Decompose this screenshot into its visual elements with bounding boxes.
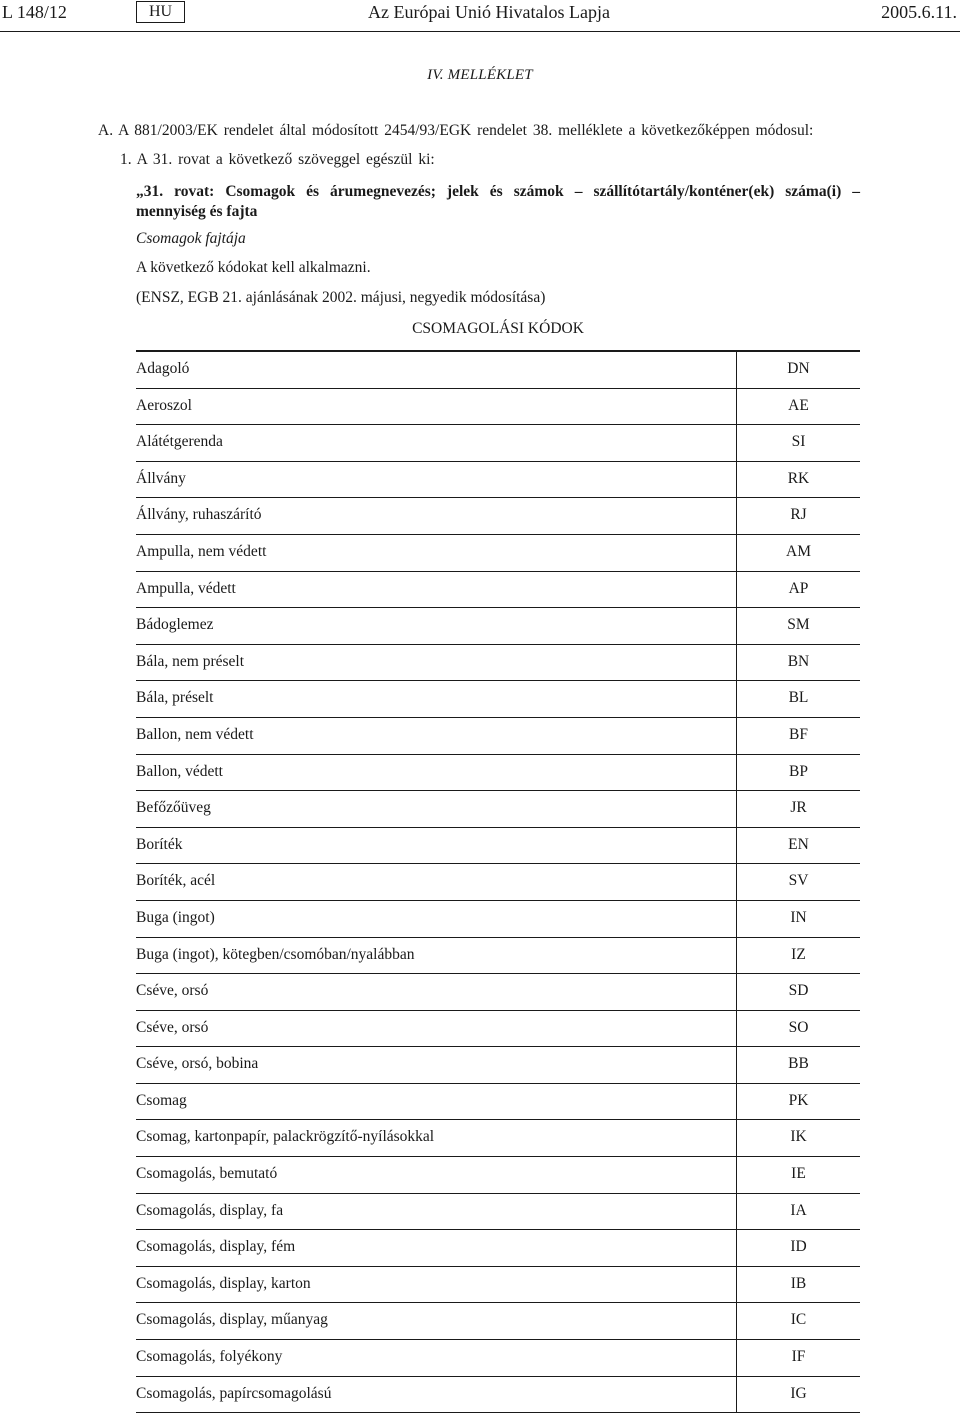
package-type-name: Csomagolás, bemutató — [136, 1165, 278, 1183]
table-row — [136, 827, 860, 864]
table-row — [136, 1119, 860, 1156]
table-row — [136, 1339, 860, 1376]
package-type-name: Adagoló — [136, 360, 190, 377]
package-type-name: Csomag, kartonpapír, palackrögzítő-nyílásokkal — [136, 1128, 435, 1146]
package-code: BL — [788, 689, 809, 707]
amendment-paragraph-a: A. A 881/2003/EK rendelet által módosított 2454/93/EGK rendelet 38. melléklete a következőképpen módosul: — [98, 122, 814, 139]
package-type-name: Állvány, ruhaszárító — [136, 506, 262, 524]
package-code: IG — [790, 1384, 807, 1402]
package-type-name: Csomagolás, display, műanyag — [136, 1311, 328, 1329]
package-code: AE — [788, 396, 809, 414]
package-type-name: Csomagolás, display, fém — [136, 1238, 296, 1256]
packages-subheading: Csomagok fajtája — [136, 230, 246, 247]
package-code: BN — [787, 652, 810, 670]
package-codes-table — [136, 350, 860, 1413]
table-row — [136, 1266, 860, 1303]
table-row — [136, 900, 860, 937]
package-code: JR — [790, 799, 807, 817]
table-row — [136, 1229, 860, 1266]
package-type-name: Ampulla, nem védett — [136, 542, 267, 560]
package-type-name: Ballon, védett — [136, 762, 223, 780]
package-type-name: Ballon, nem védett — [136, 725, 254, 743]
table-row — [136, 461, 860, 498]
table-row — [136, 754, 860, 791]
page-header — [0, 0, 960, 30]
table-row — [136, 680, 860, 717]
package-type-name: Csomagolás, folyékony — [136, 1348, 283, 1366]
table-row — [136, 571, 860, 608]
table-row — [136, 497, 860, 534]
table-row — [136, 644, 860, 681]
header-rule — [0, 31, 960, 32]
package-code: AM — [786, 542, 811, 560]
package-type-name: Aeroszol — [136, 396, 192, 414]
table-row — [136, 1083, 860, 1120]
package-type-name: Boríték, acél — [136, 872, 216, 890]
table-row — [136, 937, 860, 974]
package-code: IF — [791, 1348, 806, 1366]
package-type-name: Buga (ingot) — [136, 908, 215, 926]
package-type-name: Alátétgerenda — [136, 433, 223, 451]
package-code: SI — [791, 433, 806, 451]
table-row — [136, 534, 860, 571]
table-row — [136, 1193, 860, 1230]
package-code: IA — [790, 1201, 807, 1219]
package-code: IC — [790, 1311, 807, 1329]
package-code: IK — [790, 1128, 807, 1146]
table-row — [136, 607, 860, 644]
page-reference: L 148/12 — [2, 2, 67, 22]
package-type-name: Állvány — [136, 469, 186, 487]
package-type-name: Bála, nem préselt — [136, 652, 245, 670]
source-reference: (ENSZ, EGB 21. ajánlásának 2002. májusi, negyedik módosítása) — [136, 289, 546, 306]
package-code: RK — [787, 469, 810, 487]
table-row — [136, 1010, 860, 1047]
package-type-name: Cséve, orsó — [136, 982, 209, 1000]
table-row — [136, 717, 860, 754]
package-code: PK — [788, 1091, 809, 1109]
table-row — [136, 1046, 860, 1083]
language-badge: HU — [136, 1, 185, 23]
package-code: SO — [788, 1018, 809, 1036]
table-row — [136, 351, 860, 388]
package-code: BP — [789, 762, 808, 780]
package-code: SV — [788, 872, 809, 890]
table-row — [136, 1376, 860, 1413]
publication-date: 2005.6.11. — [881, 2, 957, 22]
table-row — [136, 388, 860, 425]
table-row — [136, 790, 860, 827]
table-row — [136, 973, 860, 1010]
annex-title: IV. MELLÉKLET — [427, 67, 533, 83]
package-type-name: Cséve, orsó, bobina — [136, 1055, 259, 1073]
package-code: IZ — [791, 945, 806, 963]
codes-table-title: CSOMAGOLÁSI KÓDOK — [412, 320, 584, 337]
package-code: IE — [791, 1165, 806, 1183]
package-type-name: Cséve, orsó — [136, 1018, 209, 1036]
package-type-name: Bála, préselt — [136, 689, 214, 707]
package-code: IB — [790, 1274, 807, 1292]
table-row — [136, 1156, 860, 1193]
package-type-name: Bádoglemez — [136, 616, 214, 634]
package-code: DN — [787, 360, 810, 377]
journal-title: Az Európai Unió Hivatalos Lapja — [368, 2, 610, 22]
package-code: EN — [788, 835, 809, 853]
package-type-name: Befőzőüveg — [136, 799, 211, 817]
package-code: RJ — [790, 506, 807, 524]
package-code: ID — [790, 1238, 807, 1256]
box-31-heading: „31. rovat: Csomagok és árumegnevezés; jelek és számok – szállítótartály/konténer(ek) száma(i) – — [136, 183, 860, 200]
package-type-name: Csomagolás, papírcsomagolású — [136, 1384, 332, 1402]
package-type-name: Boríték — [136, 835, 183, 853]
package-type-name: Buga (ingot), kötegben/csomóban/nyalábban — [136, 945, 415, 963]
package-type-name: Csomag — [136, 1091, 187, 1109]
package-type-name: Ampulla, védett — [136, 579, 236, 597]
package-type-name: Csomagolás, display, fa — [136, 1201, 284, 1219]
package-code: IN — [790, 908, 807, 926]
box-31-heading-continued: mennyiség és fajta — [136, 203, 258, 220]
amendment-point-1: 1. A 31. rovat a következő szöveggel egészül ki: — [120, 151, 435, 168]
table-row — [136, 1302, 860, 1339]
table-row — [136, 424, 860, 461]
package-code: BF — [789, 725, 808, 743]
instruction-text: A következő kódokat kell alkalmazni. — [136, 259, 371, 276]
package-code: SD — [788, 982, 809, 1000]
package-code: BB — [788, 1055, 809, 1073]
table-row — [136, 863, 860, 900]
package-code: AP — [788, 579, 809, 597]
package-code: SM — [787, 616, 810, 634]
package-type-name: Csomagolás, display, karton — [136, 1274, 311, 1292]
